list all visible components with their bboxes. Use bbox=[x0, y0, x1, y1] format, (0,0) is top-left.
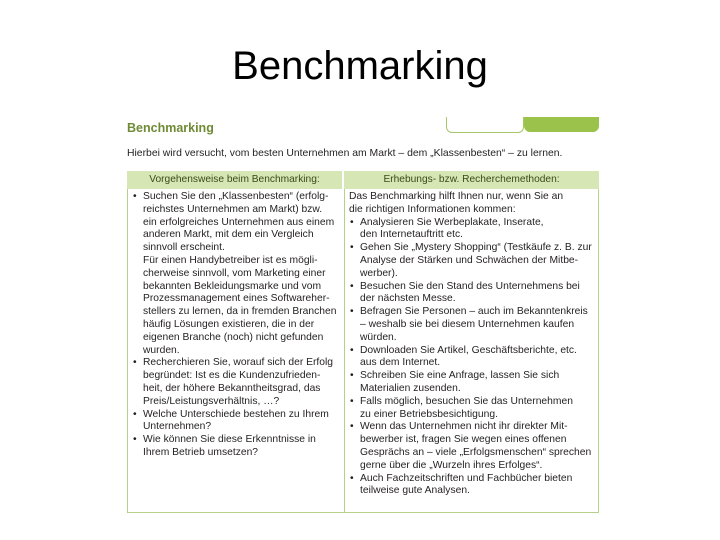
table-line: Für einen Handybetreiber ist es mögli- bbox=[143, 254, 318, 266]
table-line: cherweise sinnvoll, vom Marketing einer bbox=[143, 267, 326, 279]
table-header-methods: Erhebungs- bzw. Recherchemethoden: bbox=[344, 171, 599, 189]
table-line: Materialien zusenden. bbox=[360, 382, 461, 394]
table-line: sinnvoll erscheint. bbox=[143, 242, 225, 254]
table-line: – weshalb sie bei diesem Unternehmen kaufen bbox=[360, 318, 575, 330]
table-line: • Besuchen Sie den Stand des Unternehmens bei bbox=[349, 281, 596, 294]
table-line: • Auch Fachzeitschriften und Fachbücher bieten bbox=[349, 473, 596, 486]
table-line: • Suchen Sie den „Klassenbesten“ (erfolg- bbox=[132, 191, 342, 204]
method-table bbox=[127, 171, 599, 513]
methods-column bbox=[344, 189, 599, 513]
table-line: wurden. bbox=[143, 344, 180, 356]
table-line: stellers zu lernen, da in fremden Branchen bbox=[143, 306, 337, 318]
table-line: • Gehen Sie „Mystery Shopping“ (Testkäufe z. B. zur bbox=[349, 242, 596, 255]
table-line: Das Benchmarking hilft Ihnen nur, wenn Sie an bbox=[349, 191, 564, 202]
table-line: Analyse der Stärken und Schwächen der Mitbe- bbox=[360, 254, 579, 266]
page-tab-left bbox=[446, 117, 524, 133]
table-line: • Befragen Sie Personen – auch im Bekanntenkreis bbox=[349, 306, 596, 319]
table-line: ein erfolgreiches Unternehmen aus einem bbox=[143, 216, 335, 228]
table-line: • Recherchieren Sie, worauf sich der Erfolg bbox=[132, 357, 342, 370]
table-line: häufig Lösungen existieren, die in der bbox=[143, 318, 315, 330]
intro-text: Hierbei wird versucht, vom besten Unternehmen am Markt – dem „Klassenbesten“ – zu lernen. bbox=[127, 148, 563, 159]
page-tab-right bbox=[524, 117, 599, 132]
document-image bbox=[127, 113, 599, 513]
table-line: zu einer Betriebsbesichtigung. bbox=[360, 408, 498, 420]
table-line: gerne über die „Wurzeln ihres Erfolges“. bbox=[360, 459, 543, 471]
table-line: Ihrem Betrieb umsetzen? bbox=[143, 446, 259, 458]
table-line: • Analysieren Sie Werbeplakate, Inserate, bbox=[349, 217, 596, 230]
table-line: aus dem Internet. bbox=[360, 357, 441, 369]
table-line: Unternehmen? bbox=[143, 421, 212, 433]
table-line: eigenen Branche (noch) nicht gefunden bbox=[143, 331, 324, 343]
table-line: der nächsten Messe. bbox=[360, 293, 456, 305]
table-line: heit, der höhere Bekanntheitsgrad, das bbox=[143, 382, 321, 394]
table-line: bekannten Bekleidungsmarke und vom bbox=[143, 280, 322, 292]
table-line: begründet: Ist es die Kundenzufrieden- bbox=[143, 370, 321, 382]
table-line: anderen Markt, mit dem ein Vergleich bbox=[143, 229, 314, 241]
table-line: würden. bbox=[360, 331, 397, 343]
table-line: • Falls möglich, besuchen Sie das Unternehmen bbox=[349, 396, 596, 409]
table-line: • Downloaden Sie Artikel, Geschäftsberichte, etc. bbox=[349, 345, 596, 358]
table-line: Gesprächs an – viele „Erfolgsmenschen“ sprechen bbox=[360, 446, 592, 458]
table-line: reichstes Unternehmen am Markt) bzw. bbox=[143, 203, 323, 215]
table-line: • Wenn das Unternehmen nicht ihr direkter Mit- bbox=[349, 421, 596, 434]
table-line: werber). bbox=[360, 267, 398, 279]
table-line: • Wie können Sie diese Erkenntnisse in bbox=[132, 434, 342, 447]
slide-title: Benchmarking bbox=[232, 44, 488, 88]
table-line: den Internetauftritt etc. bbox=[360, 229, 464, 241]
table-line: • Welche Unterschiede bestehen zu Ihrem bbox=[132, 409, 342, 422]
table-header-procedure: Vorgehensweise beim Benchmarking: bbox=[127, 171, 344, 189]
table-line: Preis/Leistungsverhältnis, …? bbox=[143, 395, 280, 407]
procedure-column bbox=[127, 189, 344, 513]
table-line: die richtigen Informationen kommen: bbox=[349, 203, 516, 215]
table-line: • Schreiben Sie eine Anfrage, lassen Sie sich bbox=[349, 370, 596, 383]
document-heading: Benchmarking bbox=[127, 121, 214, 135]
table-line: bewerber ist, fragen Sie wegen eines offenen bbox=[360, 434, 567, 446]
table-line: Prozessmanagement eines Softwareher- bbox=[143, 293, 330, 305]
table-line: teilweise gute Analysen. bbox=[360, 485, 470, 497]
